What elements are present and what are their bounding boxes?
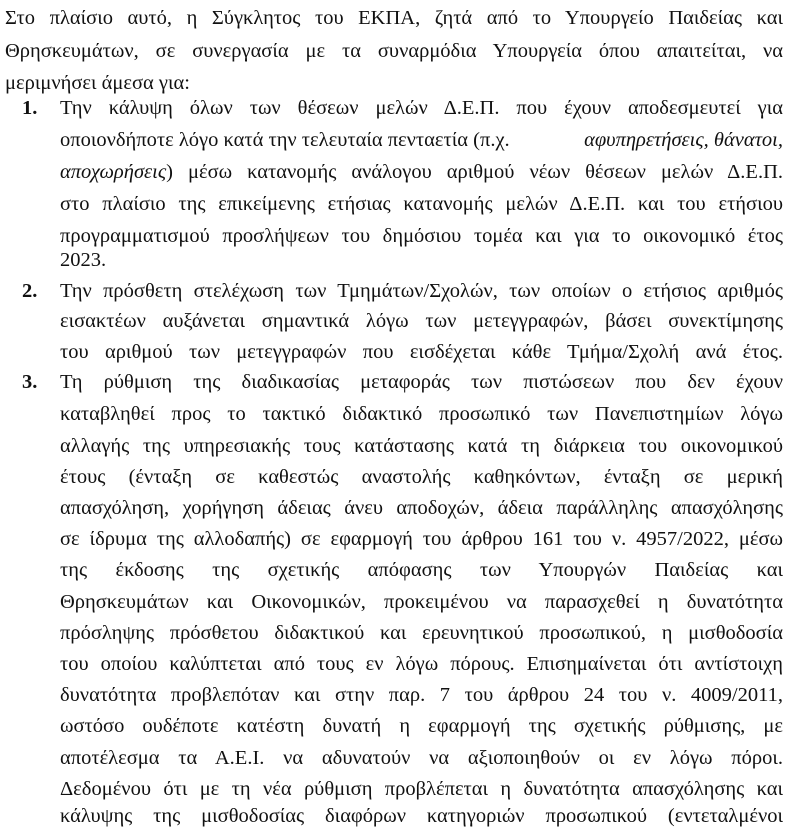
item-3-line-8: Θρησκευμάτων και Οικονομικών, προκειμένου να παρασχεθεί η δυνατότητα — [60, 591, 783, 613]
item-3-line-15: κάλυψης της μισθοδοσίας διαφόρων κατηγοριών προσωπικού (εντεταλμένοι — [60, 805, 783, 827]
item-1-line-5: προγραμματισμού προσλήψεων του δημόσιου τομέα και για το οικονομικό έτος — [60, 225, 783, 247]
item-1-line-2 — [60, 130, 783, 151]
item-1-line-1: Την κάλυψη όλων των θέσεων μελών Δ.Ε.Π. που έχουν αποδεσμευτεί για — [60, 97, 783, 119]
intro-line-2: Θρησκευμάτων, σε συνεργασία με τα συναρμόδια Υπουργεία όπου απαιτείται, να — [5, 40, 783, 62]
item-1-line-6: 2023. — [60, 249, 107, 271]
item-3-line-7: της έκδοσης της σχετικής απόφασης των Υπουργών Παιδείας και — [60, 559, 783, 581]
item-2-line-2: εισακτέων αυξάνεται σημαντικά λόγω των μετεγγραφών, βάσει συνεκτίμησης — [60, 310, 783, 332]
item-2-line-3: του αριθμού των μετεγγραφών που εισδέχεται κάθε Τμήμα/Σχολή ανά έτος. — [60, 341, 783, 363]
item-1-line-3 — [60, 162, 783, 183]
item-3-line-13: αποτέλεσμα τα Α.Ε.Ι. να αδυνατούν να αξιοποιηθούν οι εν λόγω πόροι. — [60, 747, 783, 769]
item-3-line-1: Τη ρύθμιση της διαδικασίας μεταφοράς των πιστώσεων που δεν έχουν — [60, 371, 783, 393]
item-3-line-10: του οποίου καλύπτεται από τους εν λόγω πόρους. Επισημαίνεται ότι αντίστοιχη — [60, 653, 783, 675]
intro-line-1: Στο πλαίσιο αυτό, η Σύγκλητος του ΕΚΠΑ, ζητά από το Υπουργείο Παιδείας και — [5, 7, 783, 29]
list-number-1: 1. — [22, 97, 38, 119]
list-number-3: 3. — [22, 371, 38, 393]
item-1-line-2-italic: αφυπηρετήσεις, θάνατοι, — [584, 129, 783, 151]
item-3-line-11: δυνατότητα προβλεπόταν και στην παρ. 7 του άρθρου 24 του ν. 4009/2011, — [60, 684, 783, 706]
item-3-line-6: σε ίδρυμα της αλλοδαπής) σε εφαρμογή του άρθρου 161 του ν. 4957/2022, μέσω — [60, 528, 783, 550]
list-number-2: 2. — [22, 280, 38, 302]
item-1-line-2-text: οποιονδήποτε λόγο κατά την τελευταία πενταετία (π.χ. — [60, 129, 510, 151]
item-1-line-3-italic: αποχωρήσεις — [60, 161, 167, 183]
intro-line-3: μεριμνήσει άμεσα για: — [5, 72, 190, 94]
item-1-line-3-text: ) μέσω κατανομής ανάλογου αριθμού νέων θέσεων μελών Δ.Ε.Π. — [166, 161, 783, 183]
item-3-line-9: πρόσληψης πρόσθετου διδακτικού και ερευνητικού προσωπικού, η μισθοδοσία — [60, 622, 783, 644]
item-3-line-12: ωστόσο ουδέποτε κατέστη δυνατή η εφαρμογή της σχετικής ρύθμισης, με — [60, 715, 783, 737]
item-1-line-4: στο πλαίσιο της επικείμενης ετήσιας κατανομής μελών Δ.Ε.Π. και του ετήσιου — [60, 193, 783, 215]
item-3-line-2: καταβληθεί προς το τακτικό διδακτικό προσωπικό των Πανεπιστημίων λόγω — [60, 403, 783, 425]
item-3-line-4: έτους (ένταξη σε καθεστώς αναστολής καθηκόντων, ένταξη σε μερική — [60, 466, 783, 488]
item-3-line-3: αλλαγής της υπηρεσιακής τους κατάστασης κατά τη διάρκεια του οικονομικού — [60, 435, 783, 457]
item-3-line-14: Δεδομένου ότι με τη νέα ρύθμιση προβλέπεται η δυνατότητα απασχόλησης και — [60, 778, 783, 800]
item-3-line-5: απασχόληση, χορήγηση άδειας άνευ αποδοχών, άδεια παράλληλης απασχόλησης — [60, 497, 783, 519]
item-2-line-1: Την πρόσθετη στελέχωση των Τμημάτων/Σχολών, των οποίων ο ετήσιος αριθμός — [60, 280, 783, 302]
